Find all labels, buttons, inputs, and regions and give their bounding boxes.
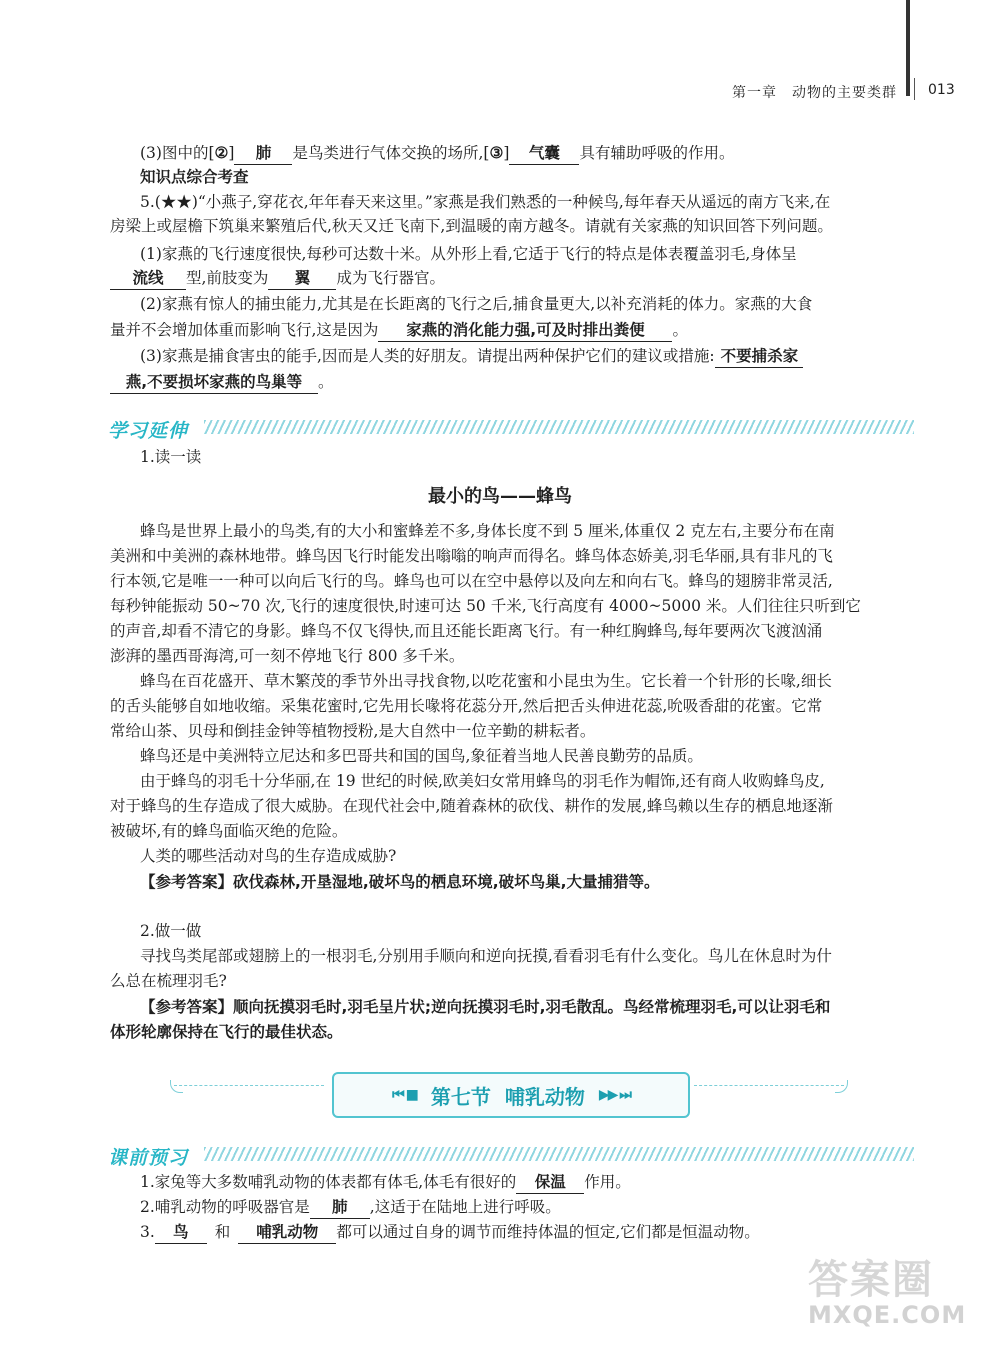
banner-nav-right-icon: ▶▶ ⏭ — [598, 1087, 630, 1103]
paragraph-line: 蜂鸟还是中美洲特立尼达和多巴哥共和国的国鸟,象征着当地人民善良勤劳的品质。 — [140, 747, 703, 765]
answer-blank: 保温 — [516, 1171, 584, 1194]
page-number: 013 — [928, 82, 955, 98]
q5-part3-line-1: (3)家燕是捕食害虫的能手,因而是人类的好朋友。请提出两种保护它们的建议或措施: 不要捕杀家 — [140, 345, 910, 368]
read-label: 1.读一读 — [140, 448, 202, 466]
answer-blank: 家燕的消化能力强,可及时排出粪便 — [378, 319, 672, 342]
q5-part1-line-2: 流线 型,前肢变为 翼 成为飞行器官。 — [110, 267, 910, 290]
paragraph-line: 常给山茶、贝母和倒挂金钟等植物授粉,是大自然中一位辛勤的耕耘者。 — [110, 722, 596, 740]
paragraph-line: 蜂鸟是世界上最小的鸟类,有的大小和蜜蜂差不多,身体长度不到 5 厘米,体重仅 2 克左右,主要分布在南 — [140, 522, 835, 540]
paragraph-line: 由于蜂鸟的羽毛十分华丽,在 19 世纪的时候,欧美妇女常用蜂鸟的羽毛作为帽饰,还有商人收购蜂鸟皮, — [140, 772, 825, 790]
section-header-preview — [108, 1143, 914, 1167]
paragraph-line: 的舌头能够自如地收缩。采集花蜜时,它先用长喙将花蕊分开,然后把舌头伸进花蕊,吮吸香甜的花蜜。它常 — [110, 697, 823, 715]
header-divider — [914, 78, 915, 100]
banner-nav-left-icon: ⏮ ■ — [392, 1087, 417, 1103]
answer-blank: 翼 — [268, 267, 336, 290]
paragraph-line: 澎湃的墨西哥海湾,可一刻不停地飞行 800 多千米。 — [110, 647, 465, 665]
reference-answer-line: 体形轮廓保持在飞行的最佳状态。 — [110, 1023, 343, 1041]
q5-part2-line-1: (2)家燕有惊人的捕虫能力,尤其是在长距离的飞行之后,捕食量更大,以补充消耗的体力。家燕的大食 — [140, 295, 813, 313]
reference-answer-line: 【参考答案】顺向抚摸羽毛时,羽毛呈片状;逆向抚摸羽毛时,羽毛散乱。鸟经常梳理羽毛,可以让羽毛和 — [140, 998, 831, 1016]
q5-intro-line-1: 5.(★★)“小燕子,穿花衣,年年春天来这里。”家燕是我们熟悉的一种候鸟,每年春天从遥远的南方飞来,在 — [140, 193, 831, 211]
q5-intro-line-2: 房梁上或屋檐下筑巢来繁殖后代,秋天又迁飞南下,到温暖的南方越冬。请就有关家燕的知识回答下列问题。 — [110, 217, 833, 235]
header-rule — [906, 0, 910, 96]
section-banner — [332, 1072, 690, 1118]
q5-part3-line-2: 燕,不要损坏家燕的鸟巢等 。 — [110, 371, 910, 394]
q5-part2-line-2: 量并不会增加体重而影响飞行,这是因为 家燕的消化能力强,可及时排出粪便 。 — [110, 319, 910, 342]
paragraph-line: 每秒钟能振动 50~70 次,飞行的速度很快,时速可达 50 千米,飞行高度有 4000~5000 米。人们往往只听到它 — [110, 597, 861, 615]
banner-topic: 哺乳动物 — [504, 1084, 585, 1109]
paragraph-line: 被破坏,有的蜂鸟面临灭绝的危险。 — [110, 822, 348, 840]
paragraph-line: 行本领,它是唯一一种可以向后飞行的鸟。蜂鸟也可以在空中悬停以及向左和向右飞。蜂鸟的翅膀非常灵活, — [110, 572, 833, 590]
paragraph-line: 美洲和中美洲的森林地带。蜂鸟因飞行时能发出嗡嗡的响声而得名。蜂鸟体态娇美,羽毛华丽,具有非凡的飞 — [110, 547, 833, 565]
answer-blank: 不要捕杀家 — [715, 345, 803, 368]
answer-blank: 流线 — [110, 267, 186, 290]
reading-question: 人类的哪些活动对鸟的生存造成威胁? — [140, 847, 397, 865]
answer-blank: 燕,不要损坏家燕的鸟巢等 — [110, 371, 318, 394]
banner-section: 第七节 — [430, 1084, 491, 1109]
section-title: 课前预习 — [108, 1147, 189, 1169]
watermark-logo: 答案圈 MXQE.COM — [808, 1257, 967, 1329]
comprehensive-label: 知识点综合考查 — [140, 168, 249, 186]
answer-blank: 肺 — [234, 142, 292, 165]
do-label: 2.做一做 — [140, 922, 202, 940]
answer-blank: 气囊 — [509, 142, 579, 165]
paragraph-line: 蜂鸟在百花盛开、草木繁茂的季节外出寻找食物,以吃花蜜和小昆虫为生。它长着一个针形的长喙,细长 — [140, 672, 832, 690]
q5-part1-line-1: (1)家燕的飞行速度很快,每秒可达数十米。从外形上看,它适于飞行的特点是体表覆盖羽毛,身体呈 — [140, 245, 797, 263]
paragraph-line: 对于蜂鸟的生存造成了很大威胁。在现代社会中,随着森林的砍伐、耕作的发展,蜂鸟赖以生存的栖息地逐渐 — [110, 797, 833, 815]
preview-q1: 1.家兔等大多数哺乳动物的体表都有体毛,体毛有很好的 保温 作用。 — [140, 1171, 910, 1194]
article-title: 最小的鸟——蜂鸟 — [428, 486, 572, 507]
answer-blank: 肺 — [310, 1196, 370, 1219]
preview-q2: 2.哺乳动物的呼吸器官是 肺 ,这适于在陆地上进行呼吸。 — [140, 1196, 910, 1219]
section-header-extension — [108, 416, 914, 440]
answer-blank: 哺乳动物 — [238, 1221, 336, 1244]
section-hatch-decoration — [204, 1147, 914, 1161]
question-3-line: (3)图中的[②] 肺 是鸟类进行气体交换的场所,[③] 气囊 具有辅助呼吸的作用。 — [140, 142, 910, 165]
banner-dash-left — [174, 1085, 324, 1086]
do-text-line: 寻找鸟类尾部或翅膀上的一根羽毛,分别用手顺向和逆向抚摸,看看羽毛有什么变化。鸟儿在休息时为什 — [140, 947, 832, 965]
section-hatch-decoration — [204, 420, 914, 434]
paragraph-line: 的声音,却看不清它的身影。蜂鸟不仅飞得快,而且还能长距离飞行。有一种红胸蜂鸟,每年要两次飞渡汹涌 — [110, 622, 823, 640]
answer-blank: 鸟 — [155, 1221, 207, 1244]
do-text-line: 么总在梳理羽毛? — [110, 972, 227, 990]
banner-dash-right — [694, 1085, 844, 1086]
chapter-header: 第一章 动物的主要类群 — [732, 85, 897, 101]
preview-q3: 3. 鸟 和 哺乳动物 都可以通过自身的调节而维持体温的恒定,它们都是恒温动物。 — [140, 1221, 910, 1244]
reference-answer: 【参考答案】砍伐森林,开垦湿地,破坏鸟的栖息环境,破坏鸟巢,大量捕猎等。 — [140, 873, 660, 891]
section-title: 学习延伸 — [108, 420, 189, 442]
